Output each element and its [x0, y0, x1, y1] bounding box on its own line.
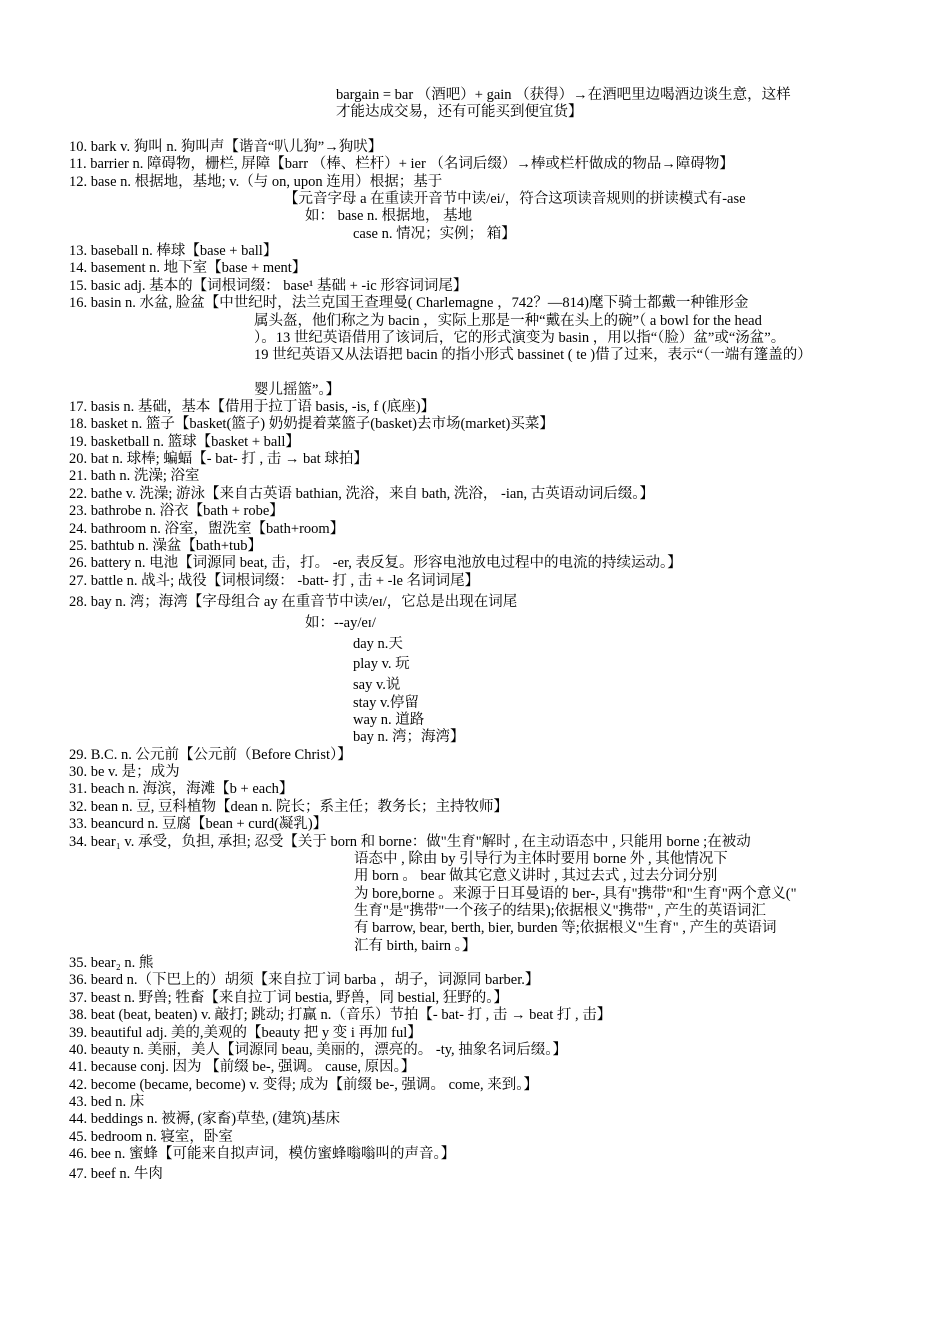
entry-basket: 18. basket n. 篮子【basket(篮子) 奶奶提着菜篮子(basket)去市场(market)买菜】 — [69, 416, 554, 432]
entry-basin-note: 婴儿摇篮”。】 — [254, 382, 341, 398]
entry-basketball: 19. basketball n. 篮球【basket + ball】 — [69, 434, 300, 450]
entry-bathrobe: 23. bathrobe n. 浴衣【bath + robe】 — [69, 503, 284, 519]
entry-bean: 32. bean n. 豆, 豆科植物【dean n. 院长；系主任；教务长；主持牧师】 — [69, 799, 508, 815]
entry-bay-example: way n. 道路 — [353, 712, 425, 728]
entry-bear1-note: 用 born 。 bear 做其它意义讲时 , 其过去式 , 过去分词分别 — [354, 868, 718, 884]
entry-bargain-note: bargain = bar （酒吧）+ gain （获得）→在酒吧里边喝酒边谈生意，这样 — [336, 87, 791, 103]
entry-basis: 17. basis n. 基础，基本【借用于拉丁语 basis, -is, f (底座)】 — [69, 399, 436, 415]
entry-beard: 36. beard n.（下巴上的）胡须【来自拉丁词 barba ，胡子，词源同 barber.】 — [69, 972, 540, 988]
entry-bath: 21. bath n. 洗澡; 浴室 — [69, 468, 200, 484]
entry-bathtub: 25. bathtub n. 澡盆【bath+tub】 — [69, 538, 263, 554]
entry-bat: 20. bat n. 球棒; 蝙蝠【- bat- 打 , 击 → bat 球拍】 — [69, 451, 368, 467]
entry-bay-example: stay v.停留 — [353, 695, 419, 711]
entry-baseball: 13. baseball n. 棒球【base + ball】 — [69, 243, 278, 259]
entry-basic: 15. basic adj. 基本的【词根词缀： base¹ 基础 + -ic 形容词词尾】 — [69, 278, 468, 294]
entry-bear1-note: 汇有 birth, bairn 。】 — [354, 938, 477, 954]
entry-beancurd: 33. beancurd n. 豆腐【bean + curd(凝乳)】 — [69, 816, 328, 832]
entry-bathroom: 24. bathroom n. 浴室，盥洗室【bath+room】 — [69, 521, 345, 537]
entry-battery: 26. battery n. 电池【词源同 beat, 击，打。 -er, 表反复。形容电池放电过程中的电流的持续运动。】 — [69, 555, 682, 571]
entry-beat: 38. beat (beat, beaten) v. 敲打; 跳动; 打赢 n.（音乐）节拍【- bat- 打 , 击 → beat 打 , 击】 — [69, 1007, 612, 1023]
entry-basement: 14. basement n. 地下室【base + ment】 — [69, 260, 307, 276]
entry-bedroom: 45. bedroom n. 寝室，卧室 — [69, 1129, 233, 1145]
entry-basin-note: 19 世纪英语又从法语把 bacin 的指小形式 bassinet ( te )借了过来，表示“（一端有篷盖的） — [254, 347, 812, 363]
entry-bed: 43. bed n. 床 — [69, 1094, 145, 1110]
entry-become: 42. become (became, become) v. 变得; 成为【前缀 be-, 强调。 come, 来到。】 — [69, 1077, 538, 1093]
entry-beauty: 40. beauty n. 美丽，美人【词源同 beau, 美丽的，漂亮的。 -ty, 抽象名词后缀。】 — [69, 1042, 568, 1058]
entry-battle: 27. battle n. 战斗; 战役【词根词缀： -batt- 打 , 击 + -le 名词词尾】 — [69, 573, 480, 589]
entry-bay-example: play v. 玩 — [353, 656, 410, 672]
entry-beautiful: 39. beautiful adj. 美的,美观的【beauty 把 y 变 i 再加 ful】 — [69, 1025, 422, 1041]
entry-base-example: 如： base n. 根据地， 基地 — [305, 208, 473, 224]
entry-bay-example: day n.天 — [353, 636, 403, 652]
entry-bear1-note: 有 barrow, bear, berth, bier, burden 等;依据根义"生育" , 产生的英语词 — [354, 920, 777, 936]
entry-bear1-note: 语态中 , 除由 by 引导行为主体时要用 borne 外 , 其他情况下 — [354, 851, 728, 867]
entry-basin: 16. basin n. 水盆, 脸盆【中世纪时，法兰克国王查理曼( Charlemagne ，742？—814)麾下骑士都戴一种锥形金 — [69, 295, 749, 311]
entry-barrier: 11. barrier n. 障碍物，栅栏, 屏障【barr （棒、栏杆）+ ier （名词后缀）→棒或栏杆做成的物品→障碍物】 — [69, 156, 734, 172]
entry-bear1-note: 生育"是"携带"一个孩子的结果);依据根义"携带" , 产生的英语词汇 — [354, 903, 766, 919]
entry-base-note: 【元音字母 a 在重读开音节中读/ei/，符合这项读音规则的拼读模式有-ase — [284, 191, 746, 207]
entry-bear1-note: 为 bore,borne 。来源于日耳曼语的 ber-, 具有"携带"和"生育"两个意义(" — [354, 886, 797, 902]
entry-beast: 37. beast n. 野兽; 牲畜【来自拉丁词 bestia, 野兽，同 bestial, 狂野的。】 — [69, 990, 508, 1006]
entry-beef: 47. beef n. 牛肉 — [69, 1166, 163, 1182]
entry-because: 41. because conj. 因为 【前缀 be-, 强调。 cause, 原因。】 — [69, 1059, 416, 1075]
entry-bay-example: 如：--ay/eɪ/ — [305, 615, 376, 631]
entry-beach: 31. beach n. 海滨，海滩【b + each】 — [69, 781, 294, 797]
entry-bay-example: bay n. 湾；海湾】 — [353, 729, 465, 745]
entry-bay: 28. bay n. 湾；海湾【字母组合 ay 在重音节中读/eɪ/，它总是出现在词尾 — [69, 594, 518, 610]
entry-bargain-note: 才能达成交易，还有可能买到便宜货】 — [336, 104, 583, 120]
entry-base: 12. base n. 根据地，基地; v.（与 on, upon 连用）根据；基于 — [69, 174, 443, 190]
entry-bear1: 34. bear₁ v. 承受，负担, 承担; 忍受【关于 born 和 borne：做"生育"解时 , 在主动语态中 , 只能用 borne ;在被动 — [69, 834, 751, 850]
entry-bc: 29. B.C. n. 公元前【公元前（Before Christ）】 — [69, 747, 352, 763]
entry-bathe: 22. bathe v. 洗澡; 游泳【来自古英语 bathian, 洗浴，来自 bath, 洗浴， -ian, 古英语动词后缀。】 — [69, 486, 655, 502]
entry-base-example: case n. 情况；实例； 箱】 — [353, 226, 516, 242]
entry-beddings: 44. beddings n. 被褥, (家畜)草垫, (建筑)基床 — [69, 1111, 341, 1127]
entry-bay-example: say v.说 — [353, 677, 401, 693]
entry-be: 30. be v. 是；成为 — [69, 764, 180, 780]
entry-basin-note: ）。13 世纪英语借用了该词后，它的形式演变为 basin ，用以指“（脸）盆”或“汤盆”。 — [254, 330, 786, 346]
entry-bee: 46. bee n. 蜜蜂【可能来自拟声词，模仿蜜蜂嗡嗡叫的声音。】 — [69, 1146, 456, 1162]
entry-basin-note: 属头盔，他们称之为 bacin ，实际上那是一种“戴在头上的碗”（ a bowl for the head — [254, 313, 762, 329]
entry-bark: 10. bark v. 狗叫 n. 狗叫声【谐音“叭儿狗”→狗吠】 — [69, 139, 383, 155]
entry-bear2: 35. bear₂ n. 熊 — [69, 955, 154, 971]
